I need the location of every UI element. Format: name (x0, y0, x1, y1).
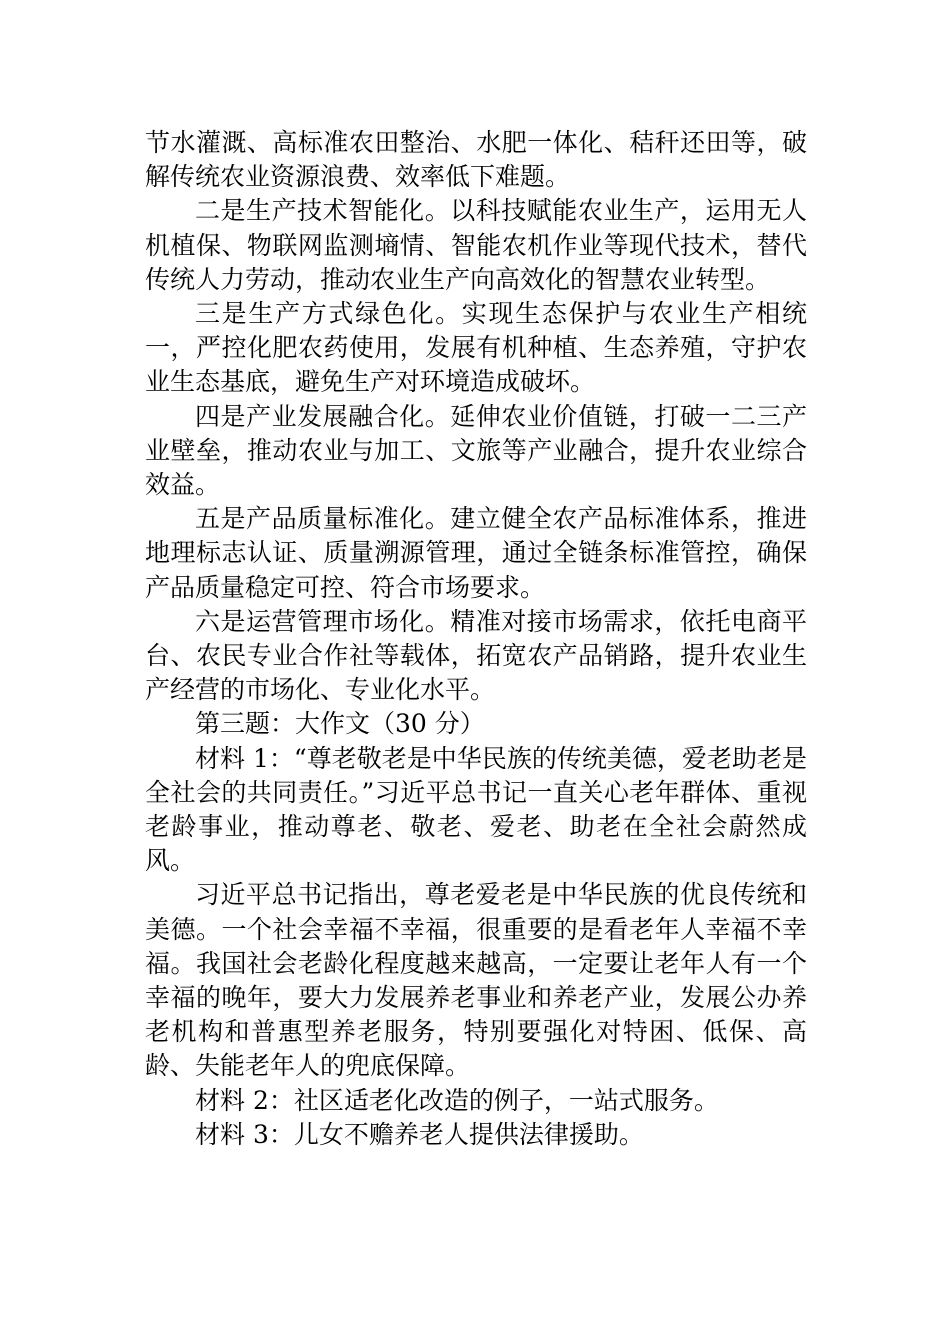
paragraph-point-six: 六是运营管理市场化。精准对接市场需求，依托电商平台、农民专业合作社等载体，拓宽农产品销路，提升农业生产经营的市场化、专业化水平。 (145, 606, 807, 705)
document-body (145, 126, 807, 1152)
paragraph-continuation: 节水灌溉、高标准农田整治、水肥一体化、秸秆还田等，破解传统农业资源浪费、效率低下难题。 (145, 128, 807, 192)
paragraph-material-3: 材料 3：儿女不赡养老人提供法律援助。 (195, 1119, 644, 1149)
paragraph-point-two: 二是生产技术智能化。以科技赋能农业生产，运用无人机植保、物联网监测墒情、智能农机作业等现代技术，替代传统人力劳动，推动农业生产向高效化的智慧农业转型。 (145, 196, 807, 294)
paragraph-point-three: 三是生产方式绿色化。实现生态保护与农业生产相统一，严控化肥农药使用，发展有机种植、生态养殖，守护农业生态基底，避免生产对环境造成破坏。 (145, 299, 807, 397)
paragraph-material-2: 材料 2：社区适老化改造的例子，一站式服务。 (195, 1085, 719, 1115)
paragraph-material-1-continued: 习近平总书记指出，尊老爱老是中华民族的优良传统和美德。一个社会幸福不幸福，很重要的是看老年人幸福不幸福。我国社会老龄化程度越来越高，一定要让老年人有一个幸福的晚年，要大力发展养老事业和养老产业，发展公办养老机构和普惠型养老服务，特别要强化对特困、低保、高龄、失能老年人的兜底保障。 (145, 880, 807, 1081)
section-heading: 第三题：大作文（30 分） (195, 709, 485, 739)
paragraph-point-four: 四是产业发展融合化。延伸农业价值链，打破一二三产业壁垒，推动农业与加工、文旅等产业融合，提升农业综合效益。 (145, 401, 807, 500)
paragraph-point-five: 五是产品质量标准化。建立健全农产品标准体系，推进地理标志认证、质量溯源管理，通过全链条标准管控，确保产品质量稳定可控、符合市场要求。 (145, 504, 807, 602)
paragraph-material-1: 材料 1：“尊老敬老是中华民族的传统美德，爱老助老是全社会的共同责任。”习近平总书记一直关心老年群体、重视老龄事业，推动尊老、敬老、爱老、助老在全社会蔚然成风。 (145, 743, 807, 876)
